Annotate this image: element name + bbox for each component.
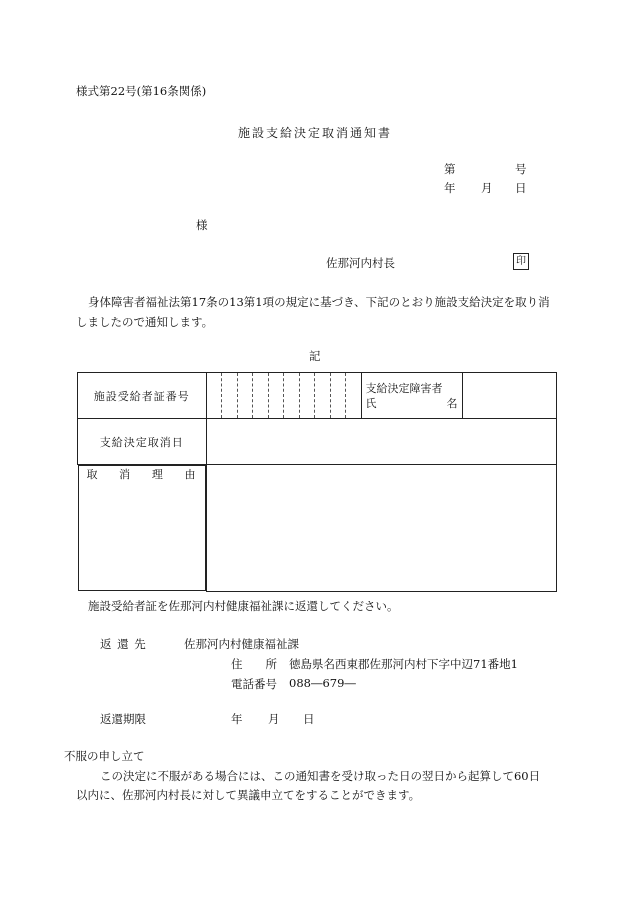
seal-mark: 印 <box>513 253 529 270</box>
cancel-date-field[interactable] <box>206 419 557 465</box>
return-to-name: 佐那河内村健康福祉課 <box>184 637 299 651</box>
doc-number-suffix: 号 <box>515 162 527 176</box>
phone-value: 088―679― <box>289 676 356 690</box>
name-char-2: 名 <box>446 396 458 410</box>
reason-field[interactable] <box>206 465 557 592</box>
deadline-year: 年 <box>231 712 243 726</box>
digit-boxes <box>207 373 361 418</box>
reason-char-3: 理 <box>151 468 164 481</box>
reason-char-2: 消 <box>119 468 132 481</box>
recipient-name-label-line2 <box>366 396 458 411</box>
recipient-name-label-line1: 支給決定障害者 <box>365 381 443 395</box>
issuer-name: 佐那河内村長 <box>326 256 395 270</box>
recipient-name-label <box>361 373 462 419</box>
deadline-month: 月 <box>268 712 280 726</box>
address-value: 徳島県名西東郡佐那河内村下字中辺71番地1 <box>289 657 518 671</box>
reason-char-4: 由 <box>184 468 197 481</box>
reason-char-1: 取 <box>86 468 99 481</box>
body-text: 身体障害者福祉法第17条の13第1項の規定に基づき、下記のとおり施設支給決定を取り消しましたので通知します。 <box>76 295 550 329</box>
doc-number-prefix: 第 <box>444 162 456 176</box>
date-month: 月 <box>481 181 493 195</box>
name-char-1: 氏 <box>365 396 377 410</box>
address-label: 住 所 <box>231 657 277 671</box>
reason-label <box>78 465 206 591</box>
info-table <box>77 372 557 592</box>
form-number: 様式第22号(第16条関係) <box>76 84 207 98</box>
deadline-day: 日 <box>303 712 315 726</box>
date-year: 年 <box>444 181 456 195</box>
ki-heading: 記 <box>309 349 321 363</box>
cert-number-label: 施設受給者証番号 <box>78 373 207 419</box>
return-deadline-label: 返還期限 <box>100 712 146 726</box>
date-day: 日 <box>515 181 527 195</box>
recipient-name-field[interactable] <box>462 373 557 419</box>
cancel-date-label: 支給決定取消日 <box>78 419 207 465</box>
addressee-honorific: 様 <box>196 218 208 232</box>
return-instruction: 施設受給者証を佐那河内村健康福祉課に返還してください。 <box>88 599 399 613</box>
phone-label: 電話番号 <box>231 677 277 691</box>
objection-heading: 不服の申し立て <box>64 749 145 763</box>
document-title: 施設支給決定取消通知書 <box>238 126 393 140</box>
objection-line2: 以内に、佐那河内村長に対して異議申立てをすることができます。 <box>76 788 421 802</box>
objection-line1: この決定に不服がある場合には、この通知書を受け取った日の翌日から起算して60日 <box>100 769 541 783</box>
return-to-label: 返 還 先 <box>100 637 147 651</box>
cert-number-field[interactable] <box>206 373 361 419</box>
